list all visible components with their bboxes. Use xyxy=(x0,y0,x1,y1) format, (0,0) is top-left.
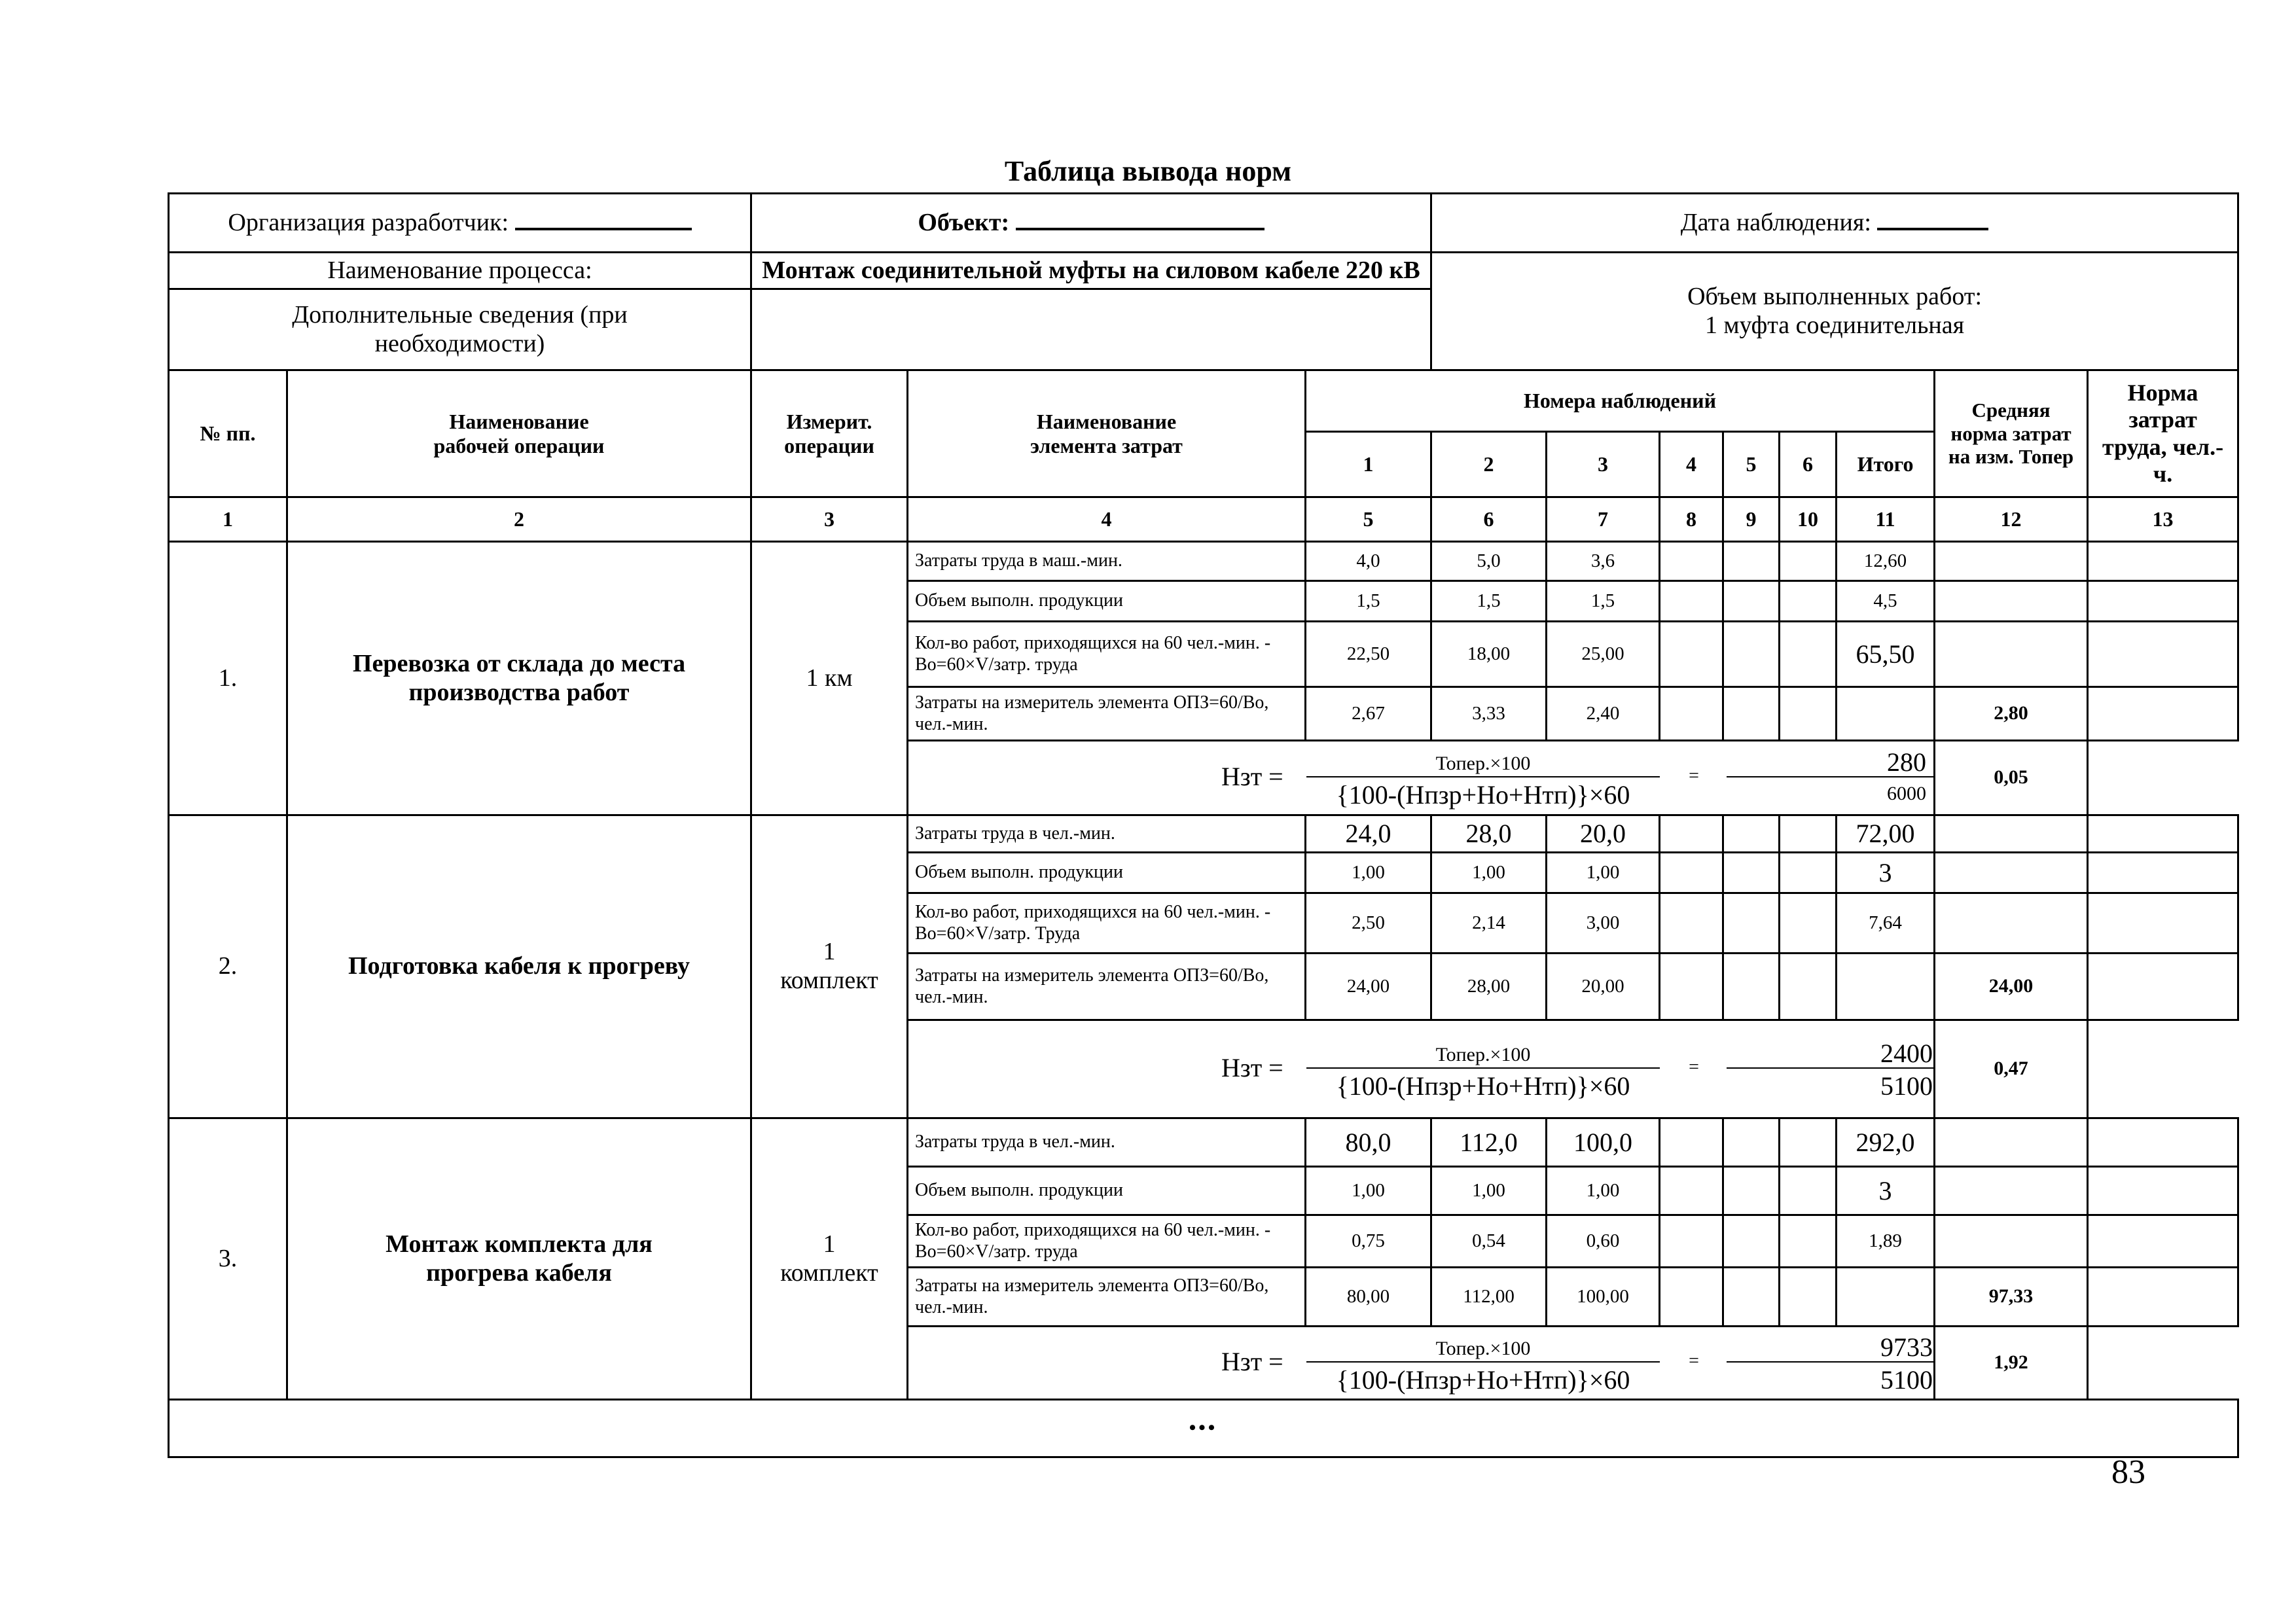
obs-value: 100,00 xyxy=(1547,1268,1660,1327)
norm-empty xyxy=(2088,815,2238,853)
org-cell xyxy=(169,194,751,253)
norm-empty xyxy=(2088,1118,2238,1167)
formula-numerator: Топер.×100 xyxy=(1435,1044,1531,1065)
obs-value-empty xyxy=(1780,1118,1837,1167)
org-label: Организация разработчик: xyxy=(228,209,509,237)
formula-equals: = xyxy=(1689,1351,1699,1371)
op-unit: 1 км xyxy=(751,542,908,815)
obs-value-empty xyxy=(1660,1167,1723,1215)
avg-value: 2,80 xyxy=(1935,687,2088,741)
element-name: Затраты труда в чел.-мин. xyxy=(908,815,1306,853)
formula-label: Нзт = xyxy=(1221,762,1283,791)
col-unit: Измерит. операции xyxy=(751,370,908,497)
avg-value xyxy=(1935,622,2088,687)
obs-value: 2,67 xyxy=(1306,687,1431,741)
obs-value: 24,0 xyxy=(1306,815,1431,853)
col-num: № пп. xyxy=(169,370,287,497)
obs-value: 5,0 xyxy=(1431,542,1547,581)
formula-cell xyxy=(908,1020,1935,1118)
col-obs-4: 4 xyxy=(1660,432,1723,497)
date-cell xyxy=(1431,194,2238,253)
page-number: 83 xyxy=(2111,1454,2145,1491)
obs-value: 1,5 xyxy=(1431,581,1547,622)
object-label: Объект: xyxy=(918,209,1010,237)
norm-value: 1,92 xyxy=(1935,1327,2088,1400)
avg-value xyxy=(1935,1215,2088,1268)
total-value xyxy=(1837,954,1935,1020)
col-index-10: 10 xyxy=(1780,497,1837,542)
element-name: Затраты на измеритель элемента ОПЗ=60/Во, чел.-мин. xyxy=(908,954,1306,1020)
total-value: 72,00 xyxy=(1837,815,1935,853)
obs-value: 0,75 xyxy=(1306,1215,1431,1268)
obs-value-empty xyxy=(1780,622,1837,687)
obs-value-empty xyxy=(1723,542,1780,581)
obs-value: 1,00 xyxy=(1306,1167,1431,1215)
obs-value-empty xyxy=(1780,1215,1837,1268)
obs-value-empty xyxy=(1723,954,1780,1020)
element-name: Кол-во работ, приходящихся на 60 чел.-мин. - Во=60×V/затр. труда xyxy=(908,1215,1306,1268)
total-value: 1,89 xyxy=(1837,1215,1935,1268)
col-index-12: 12 xyxy=(1935,497,2088,542)
norm-empty xyxy=(2088,1167,2238,1215)
process-label: Наименование процесса: xyxy=(169,253,751,289)
obs-value-empty xyxy=(1723,853,1780,893)
formula-result-denominator: 5100 xyxy=(1880,1365,1933,1395)
obs-value: 1,5 xyxy=(1547,581,1660,622)
obs-value: 112,0 xyxy=(1431,1118,1547,1167)
obs-value-empty xyxy=(1723,893,1780,954)
col-index-5: 5 xyxy=(1306,497,1431,542)
norm-empty xyxy=(2088,1215,2238,1268)
obs-value: 1,00 xyxy=(1547,853,1660,893)
obs-value: 1,00 xyxy=(1306,853,1431,893)
col-index-11: 11 xyxy=(1837,497,1935,542)
norm-empty xyxy=(2088,542,2238,581)
obs-value: 28,0 xyxy=(1431,815,1547,853)
col-index-9: 9 xyxy=(1723,497,1780,542)
formula-cell xyxy=(908,741,1935,815)
element-name: Затраты на измеритель элемента ОПЗ=60/Во, чел.-мин. xyxy=(908,687,1306,741)
obs-value-empty xyxy=(1660,893,1723,954)
total-value: 292,0 xyxy=(1837,1118,1935,1167)
col-index-4: 4 xyxy=(908,497,1306,542)
op-index: 1. xyxy=(169,542,287,815)
formula-equals: = xyxy=(1689,766,1699,786)
element-name: Кол-во работ, приходящихся на 60 чел.-мин. - Во=60×V/затр. труда xyxy=(908,622,1306,687)
obs-value: 18,00 xyxy=(1431,622,1547,687)
avg-value xyxy=(1935,853,2088,893)
norm-empty xyxy=(2088,581,2238,622)
formula-denominator: {100-(Нпзр+Но+Нтп)}×60 xyxy=(1336,1071,1630,1101)
avg-value xyxy=(1935,542,2088,581)
formula-result-numerator: 9733 xyxy=(1880,1332,1933,1362)
formula-cell xyxy=(908,1327,1935,1400)
obs-value-empty xyxy=(1660,622,1723,687)
formula-denominator: {100-(Нпзр+Но+Нтп)}×60 xyxy=(1336,780,1630,810)
col-index-8: 8 xyxy=(1660,497,1723,542)
obs-value-empty xyxy=(1660,815,1723,853)
obs-value: 2,40 xyxy=(1547,687,1660,741)
obs-value-empty xyxy=(1723,687,1780,741)
obs-value: 2,50 xyxy=(1306,893,1431,954)
total-value: 12,60 xyxy=(1837,542,1935,581)
obs-value: 20,0 xyxy=(1547,815,1660,853)
norm-empty xyxy=(2088,893,2238,954)
volume-cell xyxy=(1431,253,2238,370)
op-name: Монтаж комплекта для прогрева кабеля xyxy=(287,1118,751,1400)
obs-value-empty xyxy=(1780,815,1837,853)
obs-value-empty xyxy=(1660,581,1723,622)
op-index: 3. xyxy=(169,1118,287,1400)
avg-value: 97,33 xyxy=(1935,1268,2088,1327)
col-obs-5: 5 xyxy=(1723,432,1780,497)
obs-value-empty xyxy=(1723,1268,1780,1327)
blank-underline xyxy=(1016,208,1265,230)
obs-value: 80,0 xyxy=(1306,1118,1431,1167)
date-label: Дата наблюдения: xyxy=(1680,209,1871,237)
formula-result-denominator: 6000 xyxy=(1887,783,1926,804)
formula-label: Нзт = xyxy=(1221,1053,1283,1082)
obs-value-empty xyxy=(1780,853,1837,893)
formula xyxy=(908,741,1933,814)
op-name: Перевозка от склада до места производства работ xyxy=(287,542,751,815)
col-obs-3: 3 xyxy=(1547,432,1660,497)
col-index-7: 7 xyxy=(1547,497,1660,542)
obs-value-empty xyxy=(1780,1167,1837,1215)
norm-empty xyxy=(2088,853,2238,893)
col-observations: Номера наблюдений xyxy=(1306,370,1935,432)
fraction-line xyxy=(1306,1067,1660,1069)
obs-value: 2,14 xyxy=(1431,893,1547,954)
obs-value: 80,00 xyxy=(1306,1268,1431,1327)
avg-value xyxy=(1935,1118,2088,1167)
obs-value-empty xyxy=(1723,1215,1780,1268)
avg-value: 24,00 xyxy=(1935,954,2088,1020)
obs-value-empty xyxy=(1780,542,1837,581)
op-index: 2. xyxy=(169,815,287,1118)
obs-value-empty xyxy=(1660,954,1723,1020)
obs-value-empty xyxy=(1780,954,1837,1020)
total-value xyxy=(1837,687,1935,741)
extra-info-label: Дополнительные сведения (при необходимости) xyxy=(169,289,751,370)
formula-numerator: Топер.×100 xyxy=(1435,753,1531,774)
obs-value: 25,00 xyxy=(1547,622,1660,687)
extra-info-value xyxy=(751,289,1431,370)
element-name: Затраты труда в маш.-мин. xyxy=(908,542,1306,581)
obs-value-empty xyxy=(1780,1268,1837,1327)
col-obs-6: 6 xyxy=(1780,432,1837,497)
op-name: Подготовка кабеля к прогреву xyxy=(287,815,751,1118)
element-name: Объем выполн. продукции xyxy=(908,853,1306,893)
formula-numerator: Топер.×100 xyxy=(1435,1338,1531,1359)
formula-label: Нзт = xyxy=(1221,1347,1283,1376)
obs-value: 3,00 xyxy=(1547,893,1660,954)
total-value: 4,5 xyxy=(1837,581,1935,622)
col-op-name: Наименование рабочей операции xyxy=(287,370,751,497)
norm-empty xyxy=(2088,687,2238,741)
col-obs-2: 2 xyxy=(1431,432,1547,497)
process-value: Монтаж соединительной муфты на силовом кабеле 220 кВ xyxy=(751,253,1431,289)
norm-empty xyxy=(2088,954,2238,1020)
element-name: Объем выполн. продукции xyxy=(908,1167,1306,1215)
obs-value: 0,60 xyxy=(1547,1215,1660,1268)
norm-empty xyxy=(2088,1268,2238,1327)
obs-value-empty xyxy=(1723,815,1780,853)
total-value xyxy=(1837,1268,1935,1327)
obs-value: 24,00 xyxy=(1306,954,1431,1020)
total-value: 3 xyxy=(1837,1167,1935,1215)
obs-value-empty xyxy=(1723,581,1780,622)
obs-value: 1,00 xyxy=(1431,1167,1547,1215)
obs-value: 112,00 xyxy=(1431,1268,1547,1327)
col-total: Итого xyxy=(1837,432,1935,497)
total-value: 7,64 xyxy=(1837,893,1935,954)
obs-value-empty xyxy=(1660,687,1723,741)
obs-value-empty xyxy=(1660,853,1723,893)
col-index-6: 6 xyxy=(1431,497,1547,542)
formula-result-denominator: 5100 xyxy=(1880,1071,1933,1101)
avg-value xyxy=(1935,893,2088,954)
obs-value: 3,6 xyxy=(1547,542,1660,581)
obs-value: 1,5 xyxy=(1306,581,1431,622)
avg-value xyxy=(1935,581,2088,622)
norm-empty xyxy=(2088,622,2238,687)
obs-value-empty xyxy=(1723,1118,1780,1167)
norms-table xyxy=(168,192,2239,1458)
element-name: Затраты труда в чел.-мин. xyxy=(908,1118,1306,1167)
formula xyxy=(908,1327,1933,1399)
total-value: 3 xyxy=(1837,853,1935,893)
col-index-13: 13 xyxy=(2088,497,2238,542)
volume-label: Объем выполненных работ: xyxy=(1687,282,1982,310)
total-value: 65,50 xyxy=(1837,622,1935,687)
obs-value: 20,00 xyxy=(1547,954,1660,1020)
blank-underline xyxy=(1877,208,1988,230)
col-index-2: 2 xyxy=(287,497,751,542)
blank-underline xyxy=(515,208,692,230)
obs-value: 1,00 xyxy=(1431,853,1547,893)
obs-value-empty xyxy=(1780,687,1837,741)
col-index-1: 1 xyxy=(169,497,287,542)
obs-value-empty xyxy=(1660,1215,1723,1268)
col-obs-1: 1 xyxy=(1306,432,1431,497)
avg-value xyxy=(1935,815,2088,853)
element-name: Кол-во работ, приходящихся на 60 чел.-мин. - Во=60×V/затр. Труда xyxy=(908,893,1306,954)
element-name: Затраты на измеритель элемента ОПЗ=60/Во, чел.-мин. xyxy=(908,1268,1306,1327)
op-unit: 1 комплект xyxy=(751,1118,908,1400)
obs-value-empty xyxy=(1660,1268,1723,1327)
obs-value: 22,50 xyxy=(1306,622,1431,687)
fraction-line xyxy=(1306,1361,1660,1363)
obs-value-empty xyxy=(1660,542,1723,581)
obs-value: 28,00 xyxy=(1431,954,1547,1020)
norm-value: 0,47 xyxy=(1935,1020,2088,1118)
formula-result-numerator: 2400 xyxy=(1880,1039,1933,1068)
object-cell xyxy=(751,194,1431,253)
col-index-3: 3 xyxy=(751,497,908,542)
formula-denominator: {100-(Нпзр+Но+Нтп)}×60 xyxy=(1336,1365,1630,1395)
obs-value: 100,0 xyxy=(1547,1118,1660,1167)
table-title: Таблица вывода норм xyxy=(1004,155,1292,187)
avg-value xyxy=(1935,1167,2088,1215)
formula xyxy=(908,1021,1933,1117)
col-norm: Норма затрат труда, чел.-ч. xyxy=(2088,370,2238,497)
obs-value: 3,33 xyxy=(1431,687,1547,741)
col-avg: Средняя норма затрат на изм. Топер xyxy=(1935,370,2088,497)
obs-value-empty xyxy=(1723,1167,1780,1215)
obs-value-empty xyxy=(1780,581,1837,622)
obs-value-empty xyxy=(1780,893,1837,954)
obs-value: 0,54 xyxy=(1431,1215,1547,1268)
col-element: Наименование элемента затрат xyxy=(908,370,1306,497)
element-name: Объем выполн. продукции xyxy=(908,581,1306,622)
obs-value-empty xyxy=(1660,1118,1723,1167)
op-unit: 1 комплект xyxy=(751,815,908,1118)
formula-equals: = xyxy=(1689,1057,1699,1077)
obs-value: 4,0 xyxy=(1306,542,1431,581)
volume-value: 1 муфта соединительная xyxy=(1704,311,1965,339)
continuation-ellipsis: ••• xyxy=(169,1400,2238,1457)
obs-value: 1,00 xyxy=(1547,1167,1660,1215)
obs-value-empty xyxy=(1723,622,1780,687)
norm-value: 0,05 xyxy=(1935,741,2088,815)
formula-result-numerator: 280 xyxy=(1887,747,1926,777)
fraction-line xyxy=(1306,776,1660,777)
